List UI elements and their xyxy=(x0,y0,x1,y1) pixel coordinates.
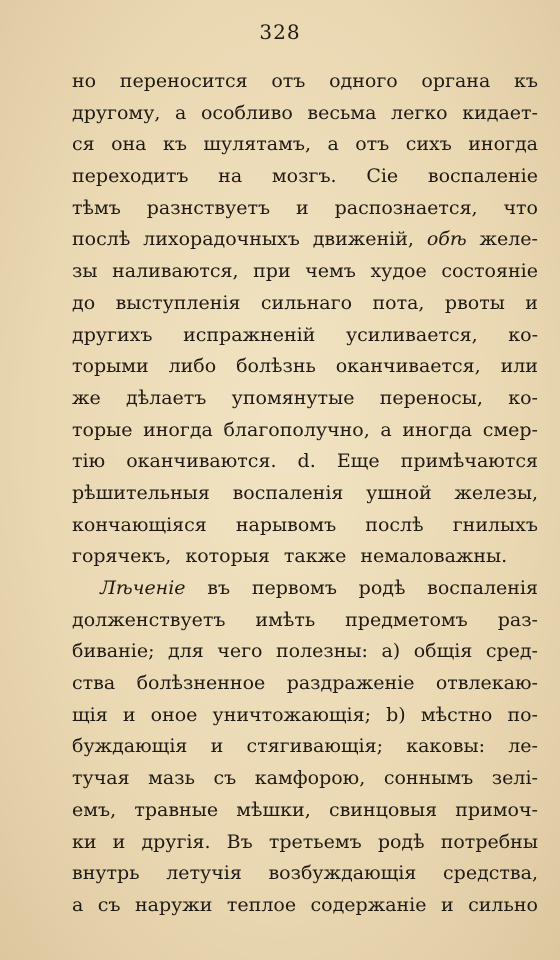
word: родѣ xyxy=(377,830,425,853)
word: съ xyxy=(97,893,121,916)
word: ства xyxy=(72,672,116,695)
text-line xyxy=(72,478,538,510)
word: воспаленіе xyxy=(427,165,538,188)
text-line xyxy=(72,383,538,415)
word: а xyxy=(380,418,392,441)
word: либо xyxy=(168,355,217,378)
text-line xyxy=(72,795,538,827)
word: торыми xyxy=(72,355,149,378)
word: чего xyxy=(217,640,263,663)
word: полезны: xyxy=(275,640,368,663)
word: состояніе xyxy=(441,260,538,283)
word: воспаленія xyxy=(427,577,538,599)
word: оканчиваются. xyxy=(126,450,277,473)
text-line xyxy=(72,129,538,161)
text-line xyxy=(72,858,538,890)
word: содержаніе xyxy=(310,893,427,916)
word: щія xyxy=(72,703,108,726)
word: теплое xyxy=(226,893,297,916)
word: торые xyxy=(72,418,133,441)
text-line xyxy=(72,66,538,98)
word: рвоты xyxy=(444,291,505,314)
word: соннымъ xyxy=(383,767,474,790)
word: она xyxy=(111,133,147,156)
word: ко- xyxy=(508,323,538,346)
word: весьма xyxy=(307,101,377,124)
word: къ xyxy=(513,70,538,92)
text-line xyxy=(72,320,538,352)
word: что xyxy=(503,196,538,219)
word: при xyxy=(253,260,291,283)
word: болѣзненное xyxy=(136,672,266,695)
word: иногда xyxy=(402,418,473,441)
word: мазь xyxy=(148,767,195,790)
word: Въ xyxy=(226,830,253,853)
word: немаловажны. xyxy=(360,545,508,568)
word: примѣчаются xyxy=(400,450,538,473)
text-line xyxy=(72,415,538,447)
word: ле- xyxy=(508,735,538,758)
word: пота, xyxy=(372,291,425,314)
text-line xyxy=(72,98,538,130)
word: мозгъ. xyxy=(271,165,337,188)
word: переносы, xyxy=(379,386,483,409)
word: свинцовыя xyxy=(328,798,438,821)
word: благополучно, xyxy=(223,418,370,441)
word: зелі- xyxy=(491,767,538,790)
word: по- xyxy=(507,703,538,726)
word: и xyxy=(210,735,224,758)
word: другія. xyxy=(141,830,211,853)
word: чемъ xyxy=(305,260,356,283)
word: и xyxy=(525,291,538,314)
word: общія xyxy=(413,640,473,663)
word: на xyxy=(218,165,243,188)
word: родѣ xyxy=(358,577,406,599)
word: выступленія xyxy=(115,291,241,314)
word: особливо xyxy=(200,101,293,124)
text-line xyxy=(72,890,538,922)
word: а xyxy=(175,101,187,124)
text-line xyxy=(72,636,538,668)
word: шулятамъ, xyxy=(203,133,312,156)
word: возбуждающія xyxy=(268,862,417,885)
word: и xyxy=(296,196,309,219)
word: имѣть xyxy=(255,608,316,631)
word: гнилыхъ xyxy=(452,513,538,536)
word: средства, xyxy=(443,862,538,885)
word: тію xyxy=(72,450,106,473)
word: другому, xyxy=(72,101,161,124)
word: a) xyxy=(381,640,401,663)
word: сред- xyxy=(485,640,538,663)
word: тучая xyxy=(72,767,130,790)
word: оное xyxy=(150,703,198,726)
word: же xyxy=(72,386,101,409)
text-line xyxy=(72,288,538,320)
text-line xyxy=(72,827,538,859)
word: каковы: xyxy=(406,735,485,758)
text-line xyxy=(72,256,538,288)
word: послѣ xyxy=(365,513,424,536)
text-line xyxy=(72,224,538,256)
word: дѣлаетъ xyxy=(126,386,207,409)
text-line xyxy=(72,700,538,732)
text-line xyxy=(72,193,538,225)
word: оканчивается, xyxy=(335,355,481,378)
word: отъ xyxy=(355,133,390,156)
word: легко xyxy=(391,101,448,124)
word: зы xyxy=(72,260,98,283)
word: болѣзнь xyxy=(236,355,316,378)
word: органа xyxy=(421,70,491,92)
word: испражненій xyxy=(183,323,316,346)
word: усиливается, xyxy=(345,323,478,346)
word: раз- xyxy=(497,608,538,631)
word: Лѣченіе xyxy=(100,577,186,599)
word: но xyxy=(72,70,97,92)
word: предметомъ xyxy=(345,608,468,631)
word: сильно xyxy=(468,893,538,916)
word: упомянутые xyxy=(231,386,355,409)
word: и xyxy=(440,893,454,916)
text-line xyxy=(72,510,538,542)
word: которыя xyxy=(185,545,270,568)
word: горячекъ, xyxy=(72,545,172,568)
word: камфорою, xyxy=(254,767,366,790)
word: наружи xyxy=(134,893,213,916)
word: третьемъ xyxy=(268,830,362,853)
word: къ xyxy=(162,133,187,156)
text-line xyxy=(72,446,538,478)
word: сильнаго xyxy=(260,291,353,314)
word: смер- xyxy=(482,418,538,441)
word: потребны xyxy=(440,830,538,853)
word: худое xyxy=(370,260,427,283)
body-text xyxy=(72,66,538,922)
word: также xyxy=(283,545,347,568)
word: переносится xyxy=(119,70,248,92)
word: кончающіяся xyxy=(72,513,207,536)
word: Еще xyxy=(336,450,380,473)
word: сихъ xyxy=(405,133,452,156)
word: наливаются, xyxy=(112,260,239,283)
word: раздраженіе xyxy=(286,672,415,695)
word: и xyxy=(122,703,136,726)
word: ки xyxy=(72,830,97,853)
text-line xyxy=(72,731,538,763)
word: а xyxy=(72,893,84,916)
word: въ xyxy=(207,577,231,599)
word: кидает- xyxy=(462,101,538,124)
word: одного xyxy=(329,70,398,92)
word: движеній, xyxy=(312,228,414,251)
word: буждающія xyxy=(72,735,188,758)
text-line xyxy=(72,351,538,383)
word: травные xyxy=(134,798,219,821)
word: мѣшки, xyxy=(236,798,311,821)
word: ко- xyxy=(508,386,538,409)
word: b) xyxy=(386,703,406,726)
word: воспаленія xyxy=(232,481,344,504)
word: переходитъ xyxy=(72,165,189,188)
word: а xyxy=(327,133,339,156)
text-line xyxy=(72,161,538,193)
word: съ xyxy=(213,767,237,790)
word: рѣшительныя xyxy=(72,481,210,504)
text-line xyxy=(72,668,538,700)
word: лихорадочныхъ xyxy=(143,228,300,251)
word: нарывомъ xyxy=(235,513,337,536)
word: отвлекаю- xyxy=(435,672,538,695)
word: внутрь xyxy=(72,862,140,885)
page-number: 328 xyxy=(259,20,301,44)
word: уничтожающія; xyxy=(212,703,372,726)
word: разнствуетъ xyxy=(146,196,271,219)
word: послѣ xyxy=(72,228,131,251)
text-line xyxy=(72,763,538,795)
word: биваніе; xyxy=(72,640,155,663)
word: до xyxy=(72,291,96,314)
word: примоч- xyxy=(455,798,538,821)
word: другихъ xyxy=(72,323,153,346)
word: стягивающія; xyxy=(246,735,383,758)
word: летучія xyxy=(166,862,242,885)
word: распознается, xyxy=(334,196,478,219)
word: или xyxy=(500,355,538,378)
word: и xyxy=(112,830,126,853)
word: для xyxy=(168,640,204,663)
word: ушной xyxy=(366,481,432,504)
word: тѣмъ xyxy=(72,196,121,219)
word: емъ, xyxy=(72,798,117,821)
word: Сіе xyxy=(366,165,399,188)
word: иногда xyxy=(143,418,213,441)
word: желе- xyxy=(479,228,538,251)
text-line xyxy=(72,605,538,637)
word: d. xyxy=(297,450,316,473)
word: обѣ xyxy=(426,228,467,251)
word: отъ xyxy=(271,70,306,92)
word: долженствуетъ xyxy=(72,608,226,631)
word: иногда xyxy=(468,133,538,156)
text-line xyxy=(72,573,538,605)
word: ся xyxy=(72,133,95,156)
text-line xyxy=(72,541,538,573)
word: мѣстно xyxy=(420,703,493,726)
word: железы, xyxy=(454,481,538,504)
word: первомъ xyxy=(251,577,337,599)
